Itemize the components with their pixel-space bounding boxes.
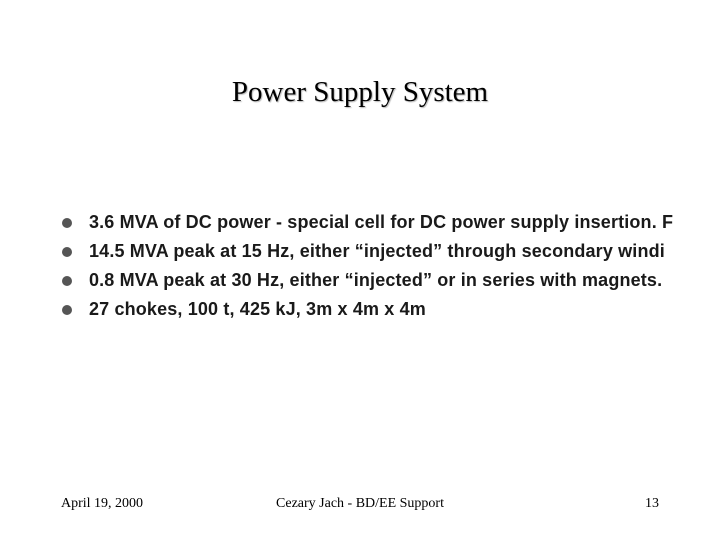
slide-title: Power Supply System (231, 76, 489, 108)
footer-date: April 19, 2000 (61, 496, 144, 511)
list-item (62, 266, 720, 295)
bullet-text: 27 chokes, 100 t, 425 kJ, 3m x 4m x 4m (89, 299, 426, 319)
list-item (62, 237, 720, 266)
page-number: 13 (645, 496, 659, 511)
bullet-text: 0.8 MVA peak at 30 Hz, either “injected” or in series with magnets. (89, 270, 663, 290)
bullet-icon (62, 305, 72, 315)
list-item (62, 208, 720, 237)
bullet-list (62, 208, 720, 324)
footer-author: Cezary Jach - BD/EE Support (276, 496, 444, 511)
bullet-text: 14.5 MVA peak at 15 Hz, either “injected” through secondary windi (89, 241, 665, 261)
bullet-icon (62, 218, 72, 228)
bullet-icon (62, 247, 72, 257)
list-item (62, 295, 720, 324)
bullet-text: 3.6 MVA of DC power - special cell for DC power supply insertion. F (89, 212, 674, 232)
bullet-icon (62, 276, 72, 286)
